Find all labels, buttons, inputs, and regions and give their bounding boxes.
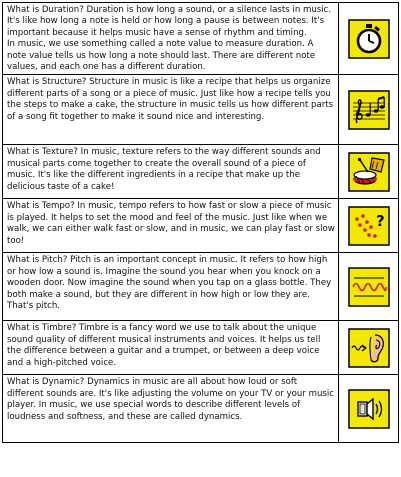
text-cell [3,253,339,321]
tempo-text: What is Tempo? In music, tempo refers to how fast or slow a piece of music is played. It helps to set the mood and feel of the music. Just like when we walk, we can either walk fast or slow, and in music, we can play fast or slow too! [7,201,335,246]
text-cell [3,145,339,199]
text-cell [3,199,339,253]
dots-question-icon [348,206,390,246]
ear-icon [348,328,390,368]
icon-cell [339,145,399,199]
dynamic-text: What is Dynamic? Dynamics in music are all about how loud or soft different sounds are. It's like adjusting the volume on your TV or your music player. In music, we use special words to describe different levels of loudness and softness, and these are called dynamics. [7,377,334,422]
icon-cell [339,321,399,375]
stopwatch-icon [348,19,390,59]
text-cell [3,75,339,145]
music-notes-icon [348,90,390,130]
icon-cell [339,253,399,321]
duration-text: What is Duration? Duration is how long a sound, or a silence lasts in music. It's like how long a note is held or how long a pause is between notes. It's important because it helps music have a sense of rhythm and timing. In music, we use something called a note value to measure duration. A note value tells us how long a note should last. There are different note values, and each one has a different duration. [7,5,332,73]
instruments-icon [348,152,390,192]
svg-text:?: ? [375,211,385,230]
timbre-text: What is Timbre? Timbre is a fancy word we use to talk about the unique sound quality of different musical instruments and voices. It helps us tell the difference between a guitar and a trumpet, or between a deep voice and a high-pitched voice. [7,323,321,368]
text-cell [3,3,339,75]
pitch-text: What is Pitch? Pitch is an important concept in music. It refers to how high or how low a sound is. Imagine the sound you hear when you knock on a wooden door. Now imagine the sound when you tap on a glass bottle. They both make a sound, but they are different in how high or low they are. That's pitch. [7,255,332,312]
table-row [3,145,399,199]
icon-cell [339,199,399,253]
texture-text: What is Texture? In music, texture refers to the way different sounds and musical parts come together to create the overall sound of a piece of music. It's like the different ingredients in a recipe that make up the delicious taste of a cake! [7,147,321,192]
music-elements-table [2,2,399,443]
icon-cell [339,3,399,75]
icon-cell [339,75,399,145]
sound-wave-icon [348,267,390,307]
table-row [3,253,399,321]
icon-cell [339,375,399,443]
table-row [3,3,399,75]
structure-text: What is Structure? Structure in music is like a recipe that helps us organize different parts of a song or a piece of music. Just like how a recipe tells you the steps to make a cake, the structure in music tells us how different parts of a song fit together to make it sound nice and interesting. [7,77,334,122]
text-cell [3,321,339,375]
table-row [3,75,399,145]
speaker-icon [348,389,390,429]
table-row [3,375,399,443]
table-row [3,199,399,253]
table-row [3,321,399,375]
text-cell [3,375,339,443]
